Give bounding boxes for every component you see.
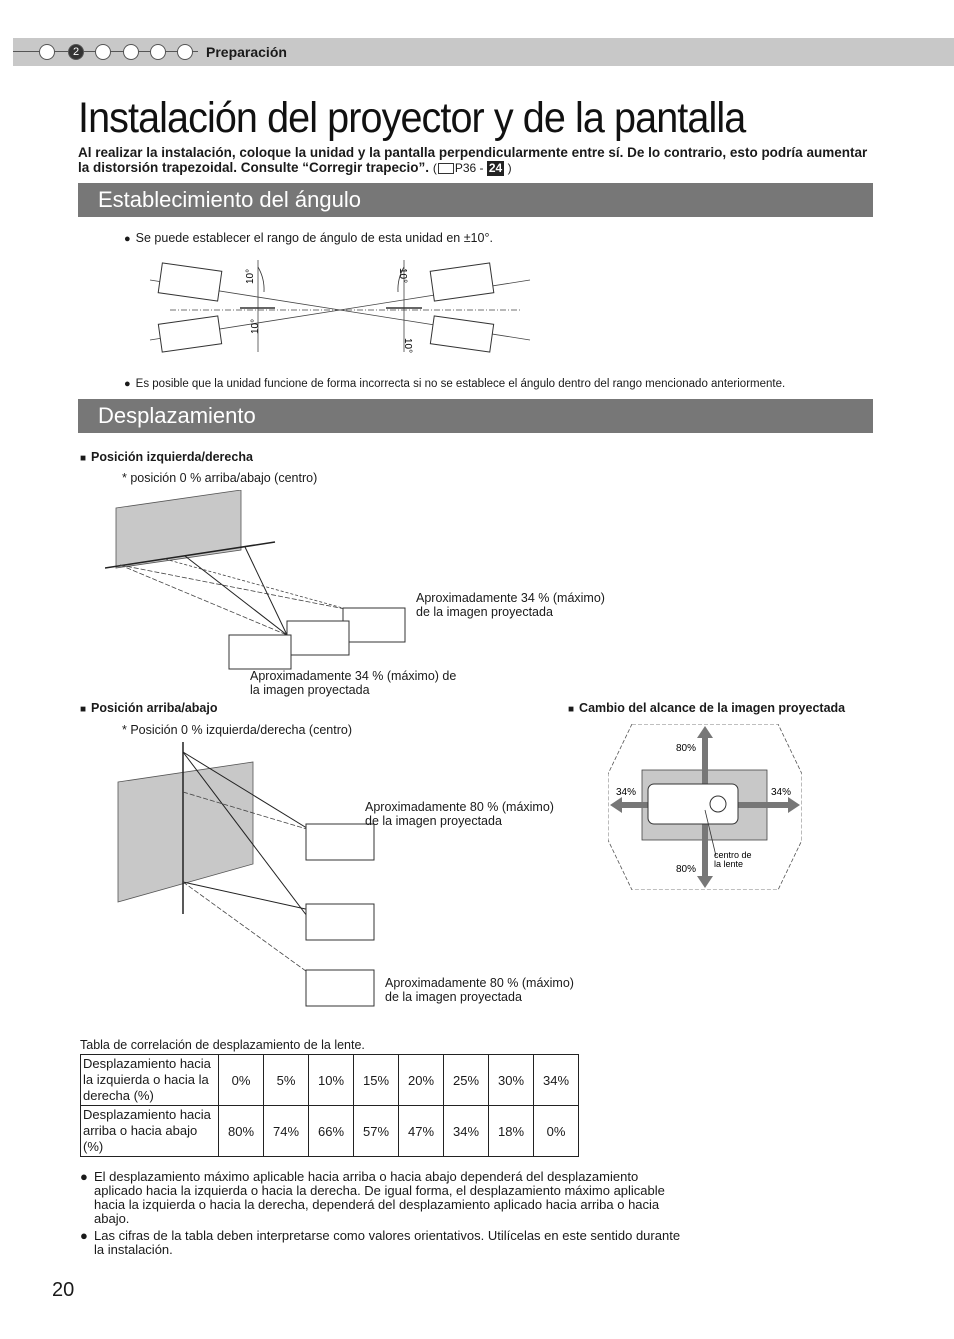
step-circle-3 <box>95 44 111 60</box>
ref-close: ) <box>507 161 512 175</box>
table-cell: 20% <box>399 1055 444 1106</box>
bullet-icon: ● <box>80 1228 88 1243</box>
table-cell: 10% <box>309 1055 354 1106</box>
range-top-label: 80% <box>676 743 697 754</box>
range-diagram <box>608 724 802 890</box>
table-caption: Tabla de correlación de desplazamiento de la lente. <box>80 1038 365 1052</box>
projector-icon <box>648 784 738 824</box>
angle-bullet-2: ● Es posible que la unidad funcione de forma incorrecta si no se establece el ángulo dentro del rango mencionado anteriormente. <box>124 378 785 390</box>
ud-shift-diagram <box>110 742 390 1012</box>
table-cell: 25% <box>444 1055 489 1106</box>
step-circle-active: 2 <box>68 44 84 60</box>
lr-shift-diagram <box>105 490 415 670</box>
ud-caption-2 <box>385 976 574 1004</box>
lr-caption-1b: de la imagen proyectada <box>416 605 553 619</box>
lr-caption-2b: la imagen proyectada <box>250 683 370 697</box>
intro-body: Al realizar la instalación, coloque la unidad y la pantalla perpendicularmente entre sí. De lo contrario, esto podría aumentar la distorsión trapezoidal. Consulte “Corregir trapecio”. <box>78 145 868 175</box>
lr-caption-1a: Aproximadamente 34 % (máximo) <box>416 591 605 605</box>
step-circle-5 <box>150 44 166 60</box>
table-cell: 0% <box>219 1055 264 1106</box>
lr-title: ■ Posición izquierda/derecha <box>80 450 253 464</box>
step-circle-4 <box>123 44 139 60</box>
lens-center-label-1: centro de <box>714 850 752 860</box>
ref-open: ( <box>432 161 437 175</box>
ud-caption-1b: de la imagen proyectada <box>365 814 502 828</box>
note-2 <box>80 1229 690 1257</box>
lr-note: * posición 0 % arriba/abajo (centro) <box>122 471 318 485</box>
lr-caption-2 <box>250 669 456 697</box>
table-cell: 34% <box>534 1055 579 1106</box>
intro-text <box>78 145 878 176</box>
table-cell: 74% <box>264 1106 309 1157</box>
page-number: 20 <box>52 1279 75 1301</box>
row-header-ud: Desplazamiento hacia arriba o hacia abajo (%) <box>81 1106 219 1157</box>
step-circle-6 <box>177 44 193 60</box>
section-label: Preparación <box>206 44 287 60</box>
range-title: ■ Cambio del alcance de la imagen proyectada <box>568 701 845 715</box>
lr-caption-2a: Aproximadamente 34 % (máximo) de <box>250 669 457 683</box>
angle-label-3: 10° <box>397 268 408 284</box>
heading-shift: Desplazamiento <box>78 399 873 433</box>
angle-label-2: 10° <box>250 318 261 334</box>
ref-page: P36 - <box>454 161 484 175</box>
table-cell: 47% <box>399 1106 444 1157</box>
ud-caption-2b: de la imagen proyectada <box>385 990 522 1004</box>
ud-caption-2a: Aproximadamente 80 % (máximo) <box>385 976 574 990</box>
note-1 <box>80 1170 690 1226</box>
table-cell: 0% <box>534 1106 579 1157</box>
lens-center-label-2: la lente <box>714 859 744 869</box>
table-cell: 57% <box>354 1106 399 1157</box>
range-right-label: 34% <box>771 787 792 798</box>
table-row <box>81 1106 579 1157</box>
note-2-text: Las cifras de la tabla deben interpretarse como valores orientativos. Utilícelas en este sentido durante la instalación. <box>94 1228 681 1257</box>
projector-icon <box>306 824 374 1006</box>
book-icon <box>438 163 454 174</box>
ud-note: * Posición 0 % izquierda/derecha (centro) <box>122 723 352 737</box>
ud-caption-1 <box>365 800 554 828</box>
angle-bullet-1: ● Se puede establecer el rango de ángulo de esta unidad en ±10°. <box>124 231 493 245</box>
ud-title: ■ Posición arriba/abajo <box>80 701 217 715</box>
table-row <box>81 1055 579 1106</box>
angle-label-1: 10° <box>245 268 256 284</box>
correlation-table <box>80 1054 579 1157</box>
table-cell: 80% <box>219 1106 264 1157</box>
heading-angle: Establecimiento del ángulo <box>78 183 873 217</box>
table-cell: 34% <box>444 1106 489 1157</box>
step-circle-1 <box>39 44 55 60</box>
bullet-icon: ● <box>80 1169 88 1184</box>
intro-reference <box>433 161 512 175</box>
ud-caption-1a: Aproximadamente 80 % (máximo) <box>365 800 554 814</box>
projector-icon <box>229 608 405 669</box>
lr-caption-1 <box>416 591 605 619</box>
row-header-lr: Desplazamiento hacia la izquierda o hacia la derecha (%) <box>81 1055 219 1106</box>
range-left-label: 34% <box>616 787 637 798</box>
note-1-text: El desplazamiento máximo aplicable hacia arriba o hacia abajo dependerá del desplazamiento aplicado hacia la izquierda o hacia la derecha. De igual forma, el desplazamiento máximo aplicable hacia la izquierda o hacia la derecha, dependerá del desplazamiento aplicado hacia arriba o hacia abajo. <box>94 1169 665 1226</box>
angle-diagram <box>130 252 540 364</box>
table-cell: 66% <box>309 1106 354 1157</box>
table-cell: 5% <box>264 1055 309 1106</box>
range-bottom-label: 80% <box>676 864 697 875</box>
ref-page-number: 24 <box>488 161 503 175</box>
angle-label-4: 10° <box>402 338 413 354</box>
table-cell: 18% <box>489 1106 534 1157</box>
table-cell: 15% <box>354 1055 399 1106</box>
table-cell: 30% <box>489 1055 534 1106</box>
page-title: Instalación del proyector y de la pantalla <box>78 94 746 142</box>
